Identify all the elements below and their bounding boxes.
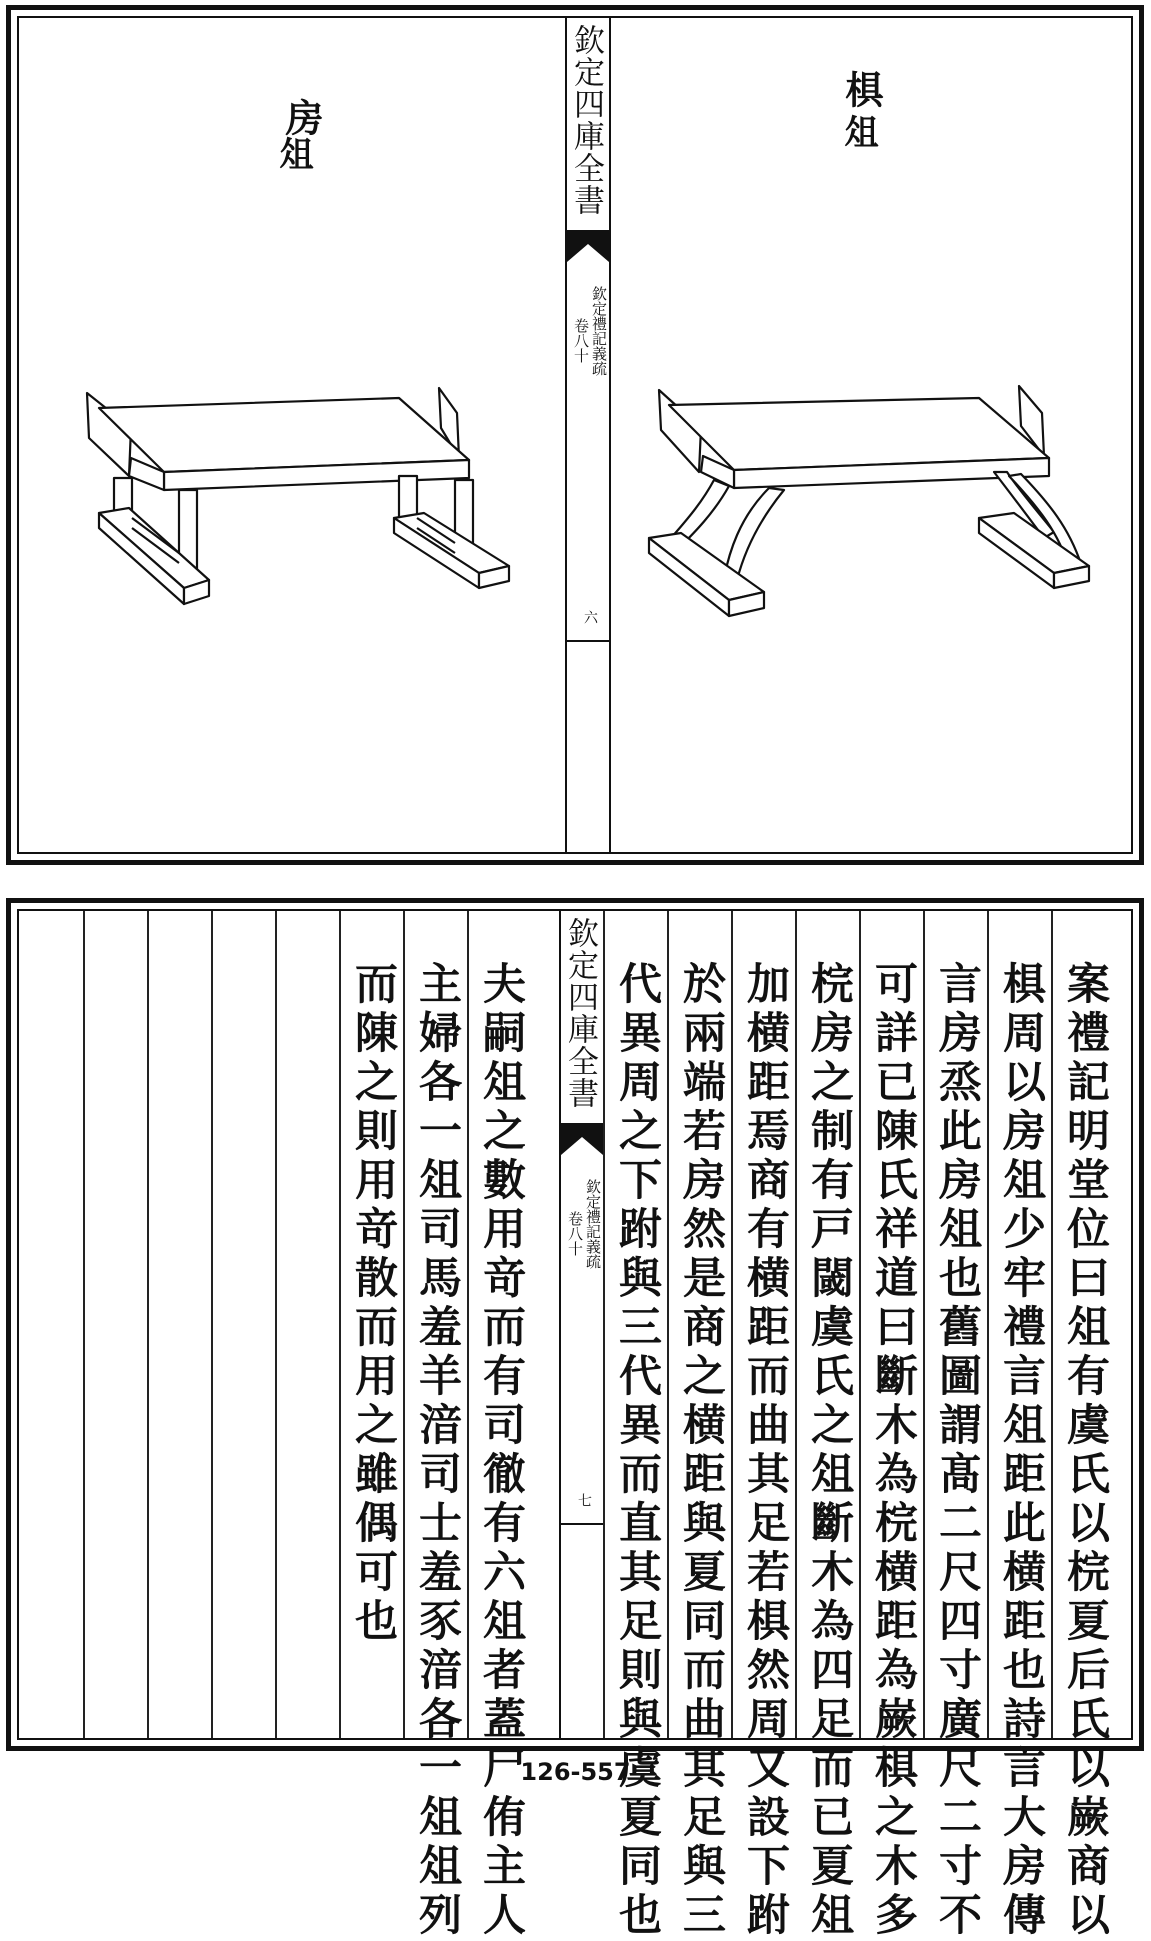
illustration-panel — [6, 5, 1144, 865]
fish-tail-mark — [567, 232, 609, 262]
running-title: 欽定四庫全書 — [562, 917, 598, 1109]
right-label-sub: 俎 — [838, 114, 878, 148]
text-column — [467, 911, 533, 1941]
empty-column — [147, 911, 213, 1738]
fang-zu-drawing — [69, 368, 529, 628]
column-text: 言房烝此房俎也舊圖謂髙二尺四寸廣尺二寸不 — [932, 961, 982, 1941]
center-gutter-bottom — [559, 911, 605, 1738]
text-column — [667, 911, 733, 1941]
text-column — [403, 911, 469, 1941]
column-text: 椇周以房俎少牢禮言俎距此横距也詩言大房傳 — [996, 961, 1046, 1941]
gutter-page-number: 七 — [576, 1493, 592, 1507]
running-title: 欽定四庫全書 — [568, 24, 604, 216]
column-text: 加横距焉商有横距而曲其足若椇然周又設下跗 — [740, 961, 790, 1941]
text-column — [1051, 911, 1117, 1941]
left-label-sub: 俎 — [273, 136, 313, 170]
text-column — [795, 911, 861, 1941]
gutter-volume: 卷八十 — [566, 1211, 584, 1256]
column-text: 梡房之制有戸閾虞氏之俎斷木為四足而已夏俎 — [804, 961, 854, 1941]
gutter-rule — [561, 1523, 603, 1525]
column-text: 主婦各一俎司馬羞羊湆司士羞豕湆各一俎俎列 — [412, 961, 462, 1941]
gutter-book-title: 欽定禮記義疏 — [590, 286, 608, 376]
column-text: 案禮記明堂位曰俎有虞氏以梡夏后氏以嶡商以 — [1060, 961, 1110, 1941]
fish-tail-mark — [561, 1125, 603, 1155]
gutter-page-number: 六 — [582, 610, 598, 624]
text-column — [987, 911, 1053, 1941]
text-column — [339, 911, 405, 1738]
ju-zu-drawing — [619, 368, 1099, 628]
illustration-frame — [17, 16, 1133, 854]
gutter-book-title: 欽定禮記義疏 — [584, 1179, 602, 1269]
empty-column — [211, 911, 277, 1738]
column-text: 夫嗣俎之數用竒而有司徹有六俎者蓋尸侑主人 — [476, 961, 526, 1941]
gutter-volume: 卷八十 — [572, 318, 590, 363]
text-column — [731, 911, 797, 1941]
center-gutter-top — [565, 18, 611, 852]
column-text: 代異周之下跗與三代異而直其足則與虞夏同也 — [612, 961, 662, 1941]
text-column — [923, 911, 989, 1941]
empty-column — [83, 911, 149, 1738]
column-text: 可詳已陳氏祥道曰斷木為梡横距為嶡椇之木多 — [868, 961, 918, 1941]
text-column — [859, 911, 925, 1941]
empty-column — [19, 911, 83, 1738]
column-text: 於兩端若房然是商之横距與夏同而曲其足與三 — [676, 961, 726, 1941]
empty-column — [275, 911, 341, 1738]
gutter-rule — [567, 640, 609, 642]
page-footer-number: 126-557 — [520, 1758, 631, 1786]
left-label-main: 房 — [279, 98, 324, 136]
right-label-main: 椇 — [839, 70, 884, 108]
text-column — [603, 911, 669, 1941]
column-text: 而陳之則用竒散而用之雖偶可也 — [348, 961, 398, 1647]
